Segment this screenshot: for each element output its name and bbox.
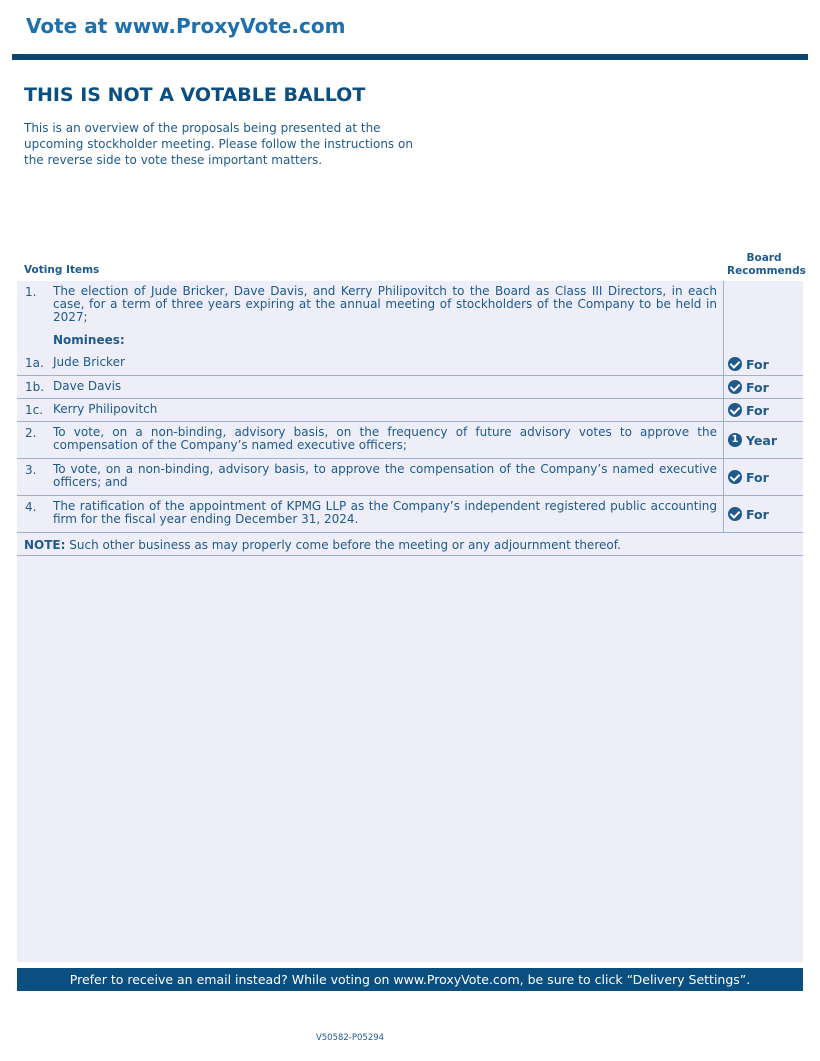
intro-paragraph: This is an overview of the proposals being presented at the upcoming stockholder meeting. Please follow the instructions on the reverse side to vote these important matters. <box>24 121 413 167</box>
recommendation-label: For <box>746 356 769 372</box>
table-header <box>17 250 806 280</box>
proposal-1-row <box>17 281 803 353</box>
recommendation-cell <box>723 376 802 398</box>
recommendation <box>728 357 769 372</box>
recommendation-cell <box>723 399 802 421</box>
recommendation <box>728 507 769 522</box>
recommendation-label: Year <box>746 432 777 448</box>
check-circle-icon <box>728 403 742 417</box>
page-title: THIS IS NOT A VOTABLE BALLOT <box>24 84 366 106</box>
nominee-number: 1c. <box>25 403 44 417</box>
recommendation-label: For <box>746 402 769 418</box>
recommendation <box>728 380 769 395</box>
nominee-name: Dave Davis <box>53 379 122 393</box>
check-circle-icon <box>728 507 742 521</box>
nominee-number: 1a. <box>25 356 44 370</box>
recommendation-cell <box>723 422 802 458</box>
proposals-table <box>17 281 803 556</box>
nominees-label: Nominees: <box>53 333 125 347</box>
nominee-row <box>17 353 803 376</box>
proposal-number: 3. <box>25 463 37 477</box>
voting-items-header: Voting Items <box>24 264 100 276</box>
proposal-number: 2. <box>25 426 37 440</box>
vote-url-heading: Vote at www.ProxyVote.com <box>26 14 346 38</box>
recommendation-label: For <box>746 379 769 395</box>
header-divider <box>12 54 808 60</box>
proposals-panel <box>17 281 803 962</box>
nominee-row <box>17 399 803 422</box>
check-circle-icon <box>728 357 742 371</box>
recommendation-cell <box>723 496 802 532</box>
nominee-name: Kerry Philipovitch <box>53 402 158 416</box>
recommendation-label: For <box>746 506 769 522</box>
recommendation-label: For <box>746 469 769 485</box>
proposal-4-row <box>17 496 803 533</box>
check-circle-icon <box>728 380 742 394</box>
check-circle-icon <box>728 470 742 484</box>
note-label: NOTE: <box>24 538 66 552</box>
proposal-text: The ratification of the appointment of KPMG LLP as the Company’s independent registered public accounting firm for the fiscal year ending December 31, 2024. <box>53 499 717 526</box>
note-row <box>17 533 803 556</box>
proposal-number: 4. <box>25 500 37 514</box>
proposal-3-row <box>17 459 803 496</box>
recommendation <box>728 433 777 448</box>
note-text: Such other business as may properly come before the meeting or any adjournment thereof. <box>65 538 621 552</box>
proposal-text: The election of Jude Bricker, Dave Davis, and Kerry Philipovitch to the Board as Class III Directors, in each case, for a term of three years expiring at the annual meeting of stockholders of the Company to be held in 2027; <box>53 284 717 324</box>
document-code: V50582-P05294 <box>315 1033 385 1043</box>
proposal-text: To vote, on a non-binding, advisory basis, on the frequency of future advisory votes to approve the compensation of the Company’s named executive officers; <box>53 425 717 452</box>
proposal-text: To vote, on a non-binding, advisory basis, to approve the compensation of the Company’s named executive officers; and <box>53 462 717 489</box>
number-one-icon: 1 <box>728 433 742 447</box>
recommendation-cell <box>723 281 802 353</box>
proposal-2-row <box>17 422 803 459</box>
recommendation-cell <box>723 459 802 495</box>
nominee-number: 1b. <box>25 380 45 394</box>
nominee-row <box>17 376 803 399</box>
recommendation <box>728 403 769 418</box>
proposal-number: 1. <box>25 285 37 299</box>
recommendation-cell <box>723 353 802 375</box>
delivery-settings-banner: Prefer to receive an email instead? While voting on www.ProxyVote.com, be sure to click “Delivery Settings”. <box>17 968 803 991</box>
nominee-name: Jude Bricker <box>53 355 125 369</box>
board-recommends-header: Board Recommends <box>727 252 806 277</box>
recommendation <box>728 470 769 485</box>
